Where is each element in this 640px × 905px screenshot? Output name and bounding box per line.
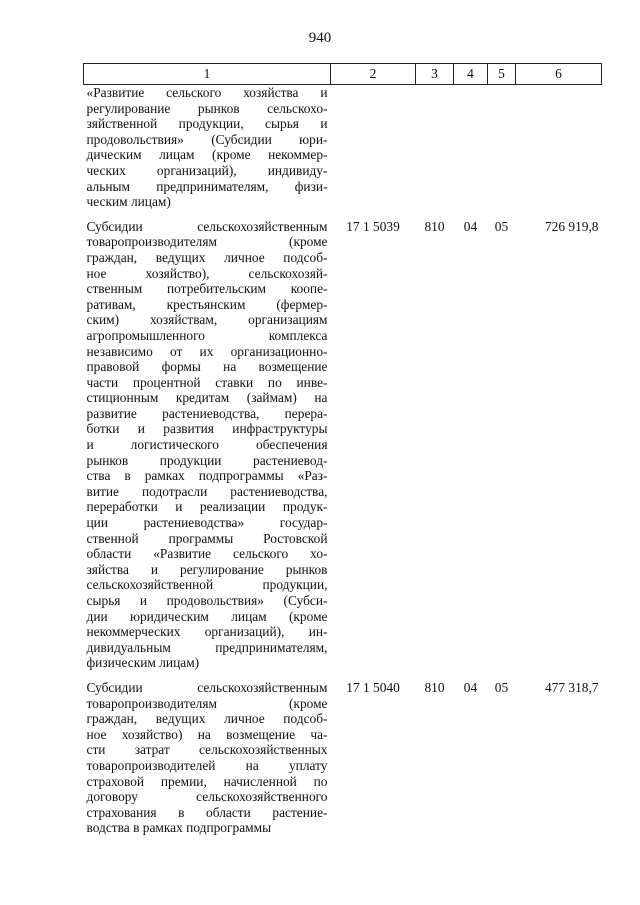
description-line: части процентной ставки по инве- xyxy=(86,374,328,390)
description-line: ративам, крестьянским (фермер- xyxy=(86,296,328,312)
description-line: независимо от их организационно- xyxy=(86,343,328,359)
description-line: Субсидии сельскохозяйственным xyxy=(86,679,328,695)
expense-type-code: 810 xyxy=(424,679,445,695)
table-header-row xyxy=(84,64,602,85)
header-col-1: 1 xyxy=(84,64,331,85)
description-line: стиционным кредитам (займам) на xyxy=(86,390,328,406)
description-line: области «Развитие сельского хо- xyxy=(86,546,328,562)
description-line: зяйства и регулирование рынков xyxy=(86,561,328,577)
description-line: продовольствия» (Субсидии юри- xyxy=(86,131,328,147)
description-line: рынков продукции растениевод- xyxy=(86,452,328,468)
description-line: ческим лицам) xyxy=(86,194,171,210)
header-col-5: 5 xyxy=(488,64,516,85)
description-line: граждан, ведущих личное подсоб- xyxy=(86,711,328,727)
section-code xyxy=(454,85,488,219)
header-col-4: 4 xyxy=(454,64,488,85)
row-description xyxy=(84,85,331,219)
description-line: агропромышленного комплекса xyxy=(86,327,328,343)
table-body xyxy=(84,85,602,845)
amount-value xyxy=(516,85,602,219)
description-line: ботки и развития инфраструктуры xyxy=(86,421,328,437)
target-article-code: 17 1 5040 xyxy=(346,679,400,695)
description-line: товаропроизводителей на уплату xyxy=(86,757,328,773)
page-number: 940 xyxy=(308,30,332,46)
description-line: переработки и реализации продук- xyxy=(86,499,328,515)
row-description xyxy=(84,219,331,680)
description-line: страхования в области растение- xyxy=(86,804,328,820)
description-line: развитие растениеводства, перера- xyxy=(86,405,328,421)
header-col-2: 2 xyxy=(331,64,416,85)
table-row xyxy=(84,219,602,680)
description-line: «Развитие сельского хозяйства и xyxy=(86,85,328,100)
description-line: витие подотрасли растениеводства, xyxy=(86,483,328,499)
description-line: сырья и продовольствия» (Субси- xyxy=(86,593,328,608)
description-line: ским) хозяйствам, организациям xyxy=(86,312,328,328)
description-line: ства в рамках подпрограммы «Раз- xyxy=(86,468,328,484)
header-col-6: 6 xyxy=(516,64,602,85)
budget-table xyxy=(83,63,602,845)
description-line: граждан, ведущих личное подсоб- xyxy=(86,249,328,265)
description-line: Субсидии сельскохозяйственным xyxy=(86,218,328,234)
target-article-code: 17 1 5039 xyxy=(346,218,400,234)
description-line: и логистического обеспечения xyxy=(86,437,328,453)
description-line: договору сельскохозяйственного xyxy=(86,789,328,805)
description-line: регулирование рынков сельскохо- xyxy=(86,100,328,116)
description-line: физическим лицам) xyxy=(86,655,200,671)
row-description xyxy=(84,680,331,845)
description-line: зяйственной продукции, сырья и xyxy=(86,116,328,132)
description-line: дическим лицам (кроме некоммер- xyxy=(86,147,328,163)
description-line: сельскохозяйственной продукции, xyxy=(86,577,328,593)
description-line: дивидуальным предпринимателям, xyxy=(86,639,328,655)
description-line: некоммерческих организаций), ин- xyxy=(86,624,328,640)
expense-type-code: 810 xyxy=(424,218,445,234)
table-row xyxy=(84,85,602,219)
header-col-3: 3 xyxy=(416,64,454,85)
description-line: ции растениеводства» государ- xyxy=(86,515,328,531)
description-line: ное хозяйство) на возмещение ча- xyxy=(86,726,328,742)
table-row xyxy=(84,680,602,845)
description-line: страховой премии, начисленной по xyxy=(86,773,328,789)
description-line: ное хозяйство), сельскохозяй- xyxy=(86,265,328,281)
description-line: сти затрат сельскохозяйственных xyxy=(86,742,328,758)
expense-type-code xyxy=(416,85,454,219)
description-line: товаропроизводителям (кроме xyxy=(86,695,328,711)
description-line: дии юридическим лицам (кроме xyxy=(86,608,328,624)
amount-value: 726 919,8 xyxy=(544,218,599,234)
section-code: 04 xyxy=(463,218,478,234)
subsection-code: 05 xyxy=(494,679,509,695)
target-article-code xyxy=(331,85,416,219)
description-line: ческих организаций), индивиду- xyxy=(86,162,328,178)
description-line: водства в рамках подпрограммы xyxy=(86,820,272,836)
section-code: 04 xyxy=(463,679,478,695)
amount-value: 477 318,7 xyxy=(544,679,599,695)
description-line: ственным потребительским коопе- xyxy=(86,281,328,297)
description-line: товаропроизводителям (кроме xyxy=(86,234,328,250)
description-line: ственной программы Ростовской xyxy=(86,530,328,546)
description-line: правовой формы на возмещение xyxy=(86,359,328,375)
subsection-code: 05 xyxy=(494,218,509,234)
subsection-code xyxy=(488,85,516,219)
description-line: альным предпринимателям, физи- xyxy=(86,178,328,194)
